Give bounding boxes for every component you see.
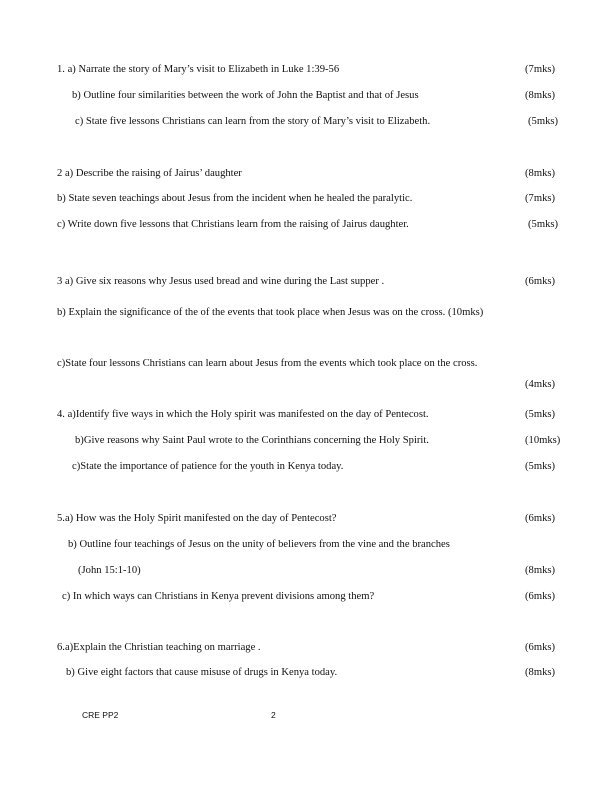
- question-6a-text: 6.a)Explain the Christian teaching on marriage .: [57, 642, 261, 653]
- question-3a-marks: (6mks): [525, 276, 556, 287]
- question-5c-marks: (6mks): [525, 591, 556, 602]
- question-2b-marks: (7mks): [525, 193, 556, 204]
- question-6a-marks: (6mks): [525, 642, 556, 653]
- question-1c-marks: (5mks): [528, 116, 559, 127]
- question-3a-text: 3 a) Give six reasons why Jesus used bread and wine during the Last supper .: [57, 276, 385, 287]
- question-5b-text: b) Outline four teachings of Jesus on the unity of believers from the vine and the branches: [68, 539, 450, 550]
- footer-paper-code: CRE PP2: [82, 710, 119, 720]
- question-4b-text: b)Give reasons why Saint Paul wrote to the Corinthians concerning the Holy Spirit.: [75, 435, 429, 446]
- question-4a-marks: (5mks): [525, 409, 556, 420]
- question-2a-marks: (8mks): [525, 168, 556, 179]
- footer-page-number: 2: [271, 710, 276, 720]
- question-4c-text: c)State the importance of patience for the youth in Kenya today.: [72, 461, 344, 472]
- question-3b-text: b) Explain the significance of the of the events that took place when Jesus was on the cross. (10mks): [57, 307, 484, 318]
- question-1a-text: 1. a) Narrate the story of Mary’s visit to Elizabeth in Luke 1:39-56: [57, 64, 340, 75]
- question-4a-text: 4. a)Identify five ways in which the Holy spirit was manifested on the day of Pentecost.: [57, 409, 429, 420]
- question-1b-text: b) Outline four similarities between the work of John the Baptist and that of Jesus: [72, 90, 419, 101]
- question-6b-text: b) Give eight factors that cause misuse of drugs in Kenya today.: [66, 667, 338, 678]
- question-2b-text: b) State seven teachings about Jesus from the incident when he healed the paralytic.: [57, 193, 413, 204]
- question-5a-text: 5.a) How was the Holy Spirit manifested on the day of Pentecost?: [57, 513, 337, 524]
- question-2c-marks: (5mks): [528, 219, 559, 230]
- question-1a-marks: (7mks): [525, 64, 556, 75]
- question-5c-text: c) In which ways can Christians in Kenya prevent divisions among them?: [62, 591, 375, 602]
- question-3c-text: c)State four lessons Christians can learn about Jesus from the events which took place on the cross.: [57, 358, 478, 369]
- question-3c-marks: (4mks): [525, 379, 556, 390]
- question-1c-text: c) State five lessons Christians can learn from the story of Mary’s visit to Elizabeth.: [75, 116, 431, 127]
- question-5b-reference: (John 15:1-10): [78, 565, 141, 576]
- question-4b-marks: (10mks): [525, 435, 561, 446]
- question-2c-text: c) Write down five lessons that Christians learn from the raising of Jairus daughter.: [57, 219, 409, 230]
- question-1b-marks: (8mks): [525, 90, 556, 101]
- question-5a-marks: (6mks): [525, 513, 556, 524]
- question-6b-marks: (8mks): [525, 667, 556, 678]
- question-2a-text: 2 a) Describe the raising of Jairus’ daughter: [57, 168, 242, 179]
- question-4c-marks: (5mks): [525, 461, 556, 472]
- question-5b-marks: (8mks): [525, 565, 556, 576]
